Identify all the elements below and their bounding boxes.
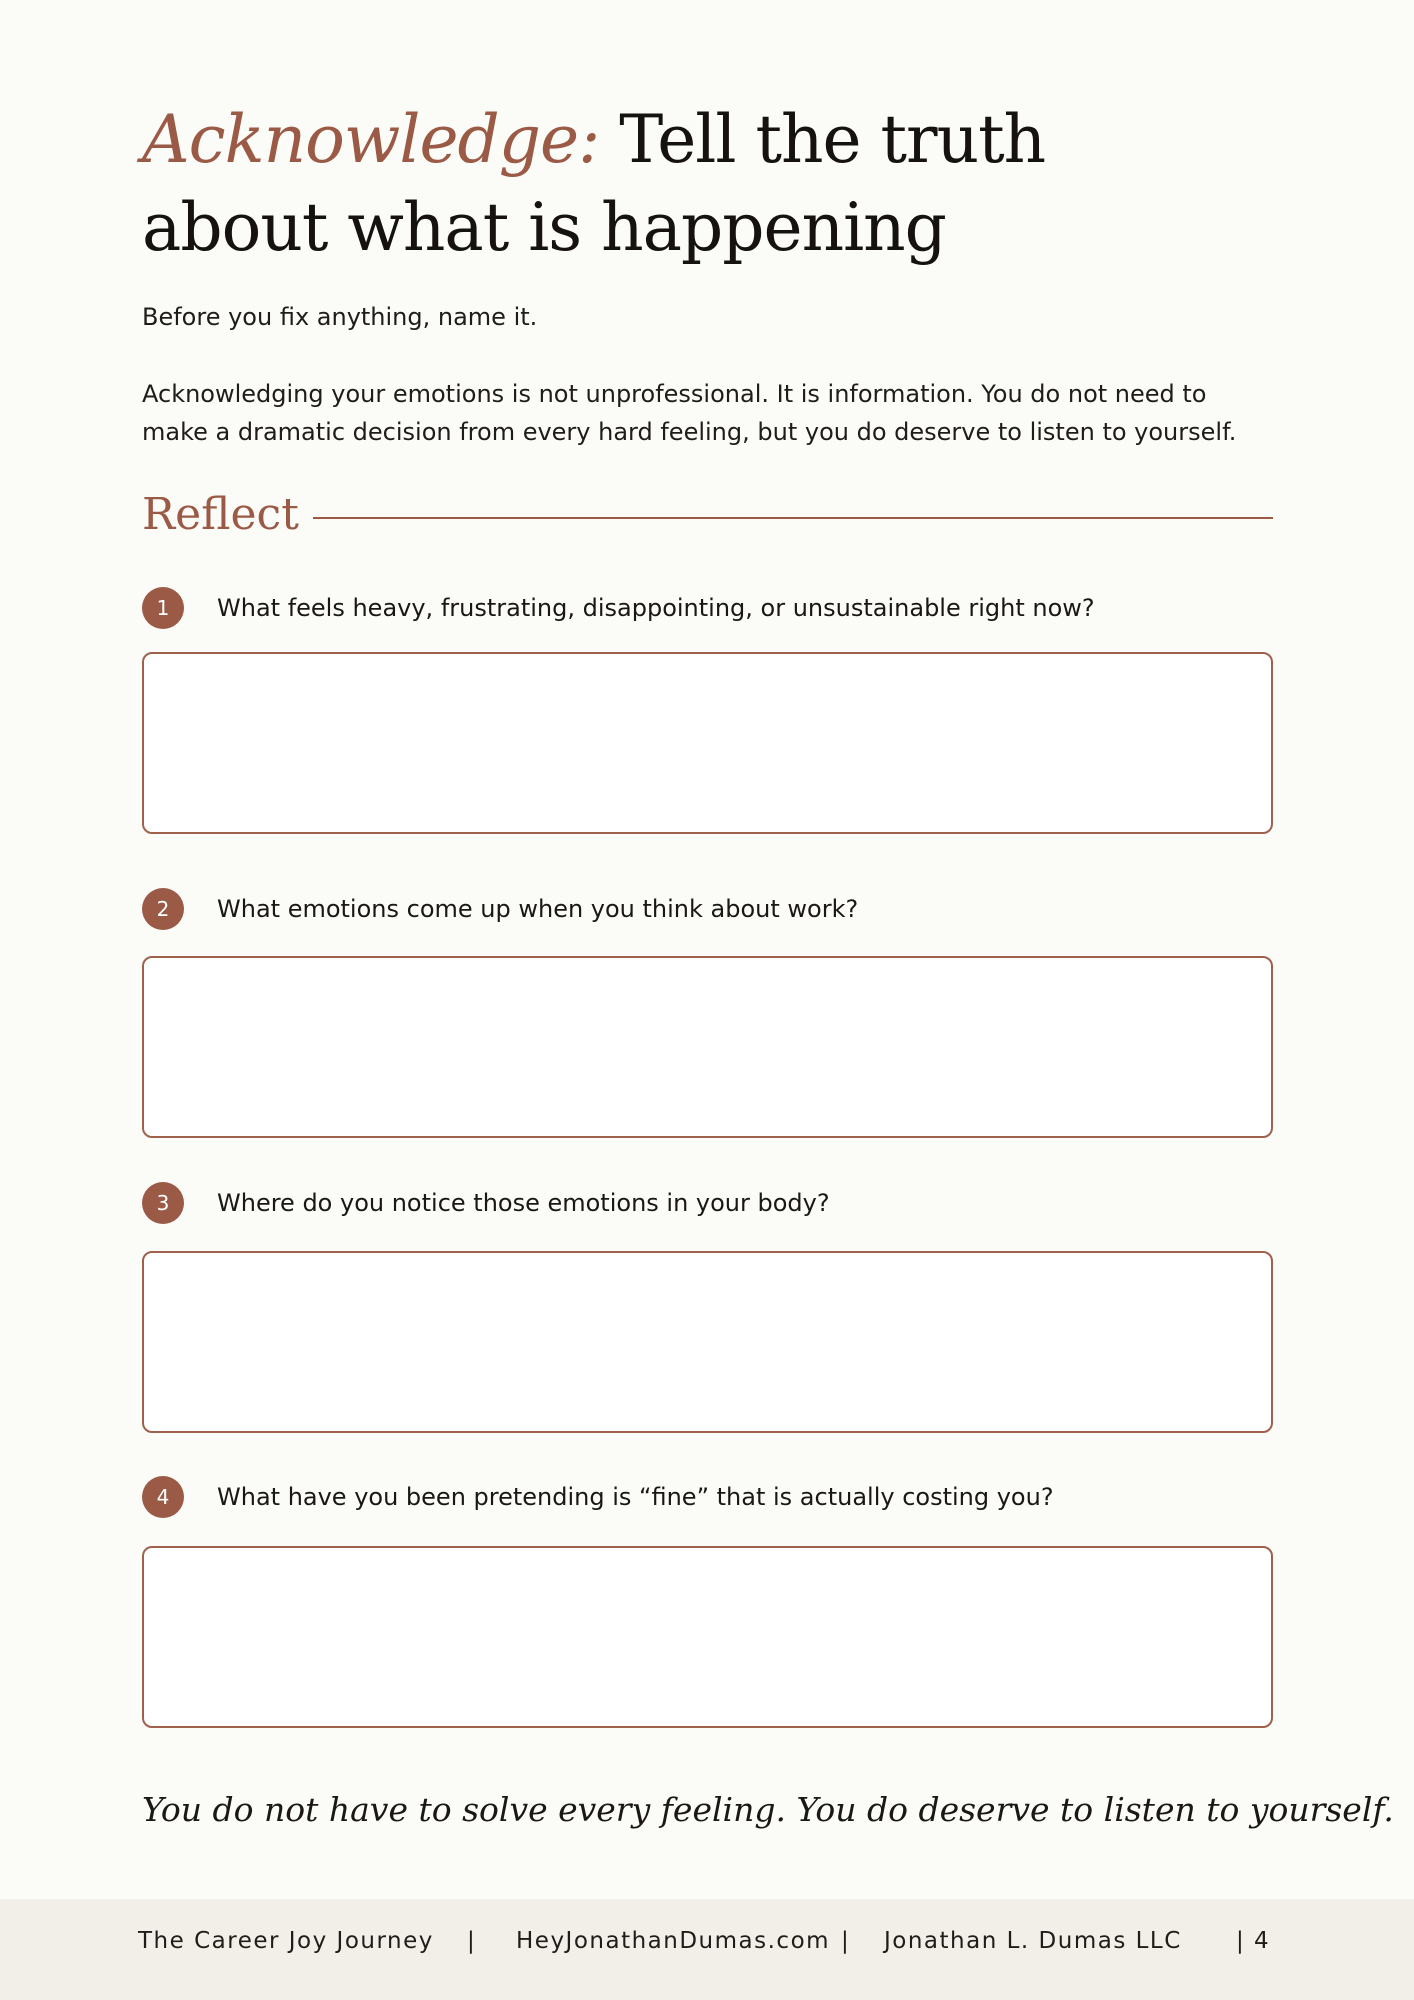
page-subtitle: Before you fix anything, name it. [142, 303, 538, 331]
answer-field-2[interactable] [142, 956, 1273, 1138]
footer-separator: | [467, 1928, 477, 1954]
question-text: Where do you notice those emotions in your body? [217, 1189, 830, 1217]
reflect-divider [313, 517, 1273, 519]
question-text: What have you been pretending is “fine” that is actually costing you? [217, 1483, 1054, 1511]
reflect-section-header [142, 484, 1273, 544]
footer-journey-name: The Career Joy Journey [138, 1928, 434, 1954]
question-text: What emotions come up when you think about work? [217, 895, 859, 923]
footer-separator: | [841, 1928, 851, 1954]
question-text: What feels heavy, frustrating, disappointing, or unsustainable right now? [217, 594, 1095, 622]
page-footer [0, 1899, 1414, 2000]
answer-field-4[interactable] [142, 1546, 1273, 1728]
answer-field-1[interactable] [142, 652, 1273, 834]
footer-page-number: | 4 [1236, 1928, 1271, 1954]
question-2 [142, 887, 1273, 931]
question-number-badge: 3 [142, 1182, 184, 1224]
title-main: Tell the truth about what is happening [142, 101, 1046, 266]
title-accent: Acknowledge: [142, 101, 600, 178]
question-1 [142, 586, 1273, 630]
question-4 [142, 1475, 1273, 1519]
closing-quote: You do not have to solve every feeling. You do deserve to listen to yourself. [142, 1790, 1394, 1829]
reflect-heading: Reflect [142, 488, 299, 540]
question-number-badge: 4 [142, 1476, 184, 1518]
question-number-badge: 1 [142, 587, 184, 629]
question-number-badge: 2 [142, 888, 184, 930]
answer-field-3[interactable] [142, 1251, 1273, 1433]
question-3 [142, 1181, 1273, 1225]
footer-website: HeyJonathanDumas.com [516, 1928, 831, 1954]
footer-company: Jonathan L. Dumas LLC [884, 1928, 1182, 1954]
page-title [142, 96, 1142, 272]
intro-paragraph: Acknowledging your emotions is not unprofessional. It is information. You do not need to make a dramatic decision from every hard feeling, but you do deserve to listen to yourself. [142, 380, 1237, 446]
